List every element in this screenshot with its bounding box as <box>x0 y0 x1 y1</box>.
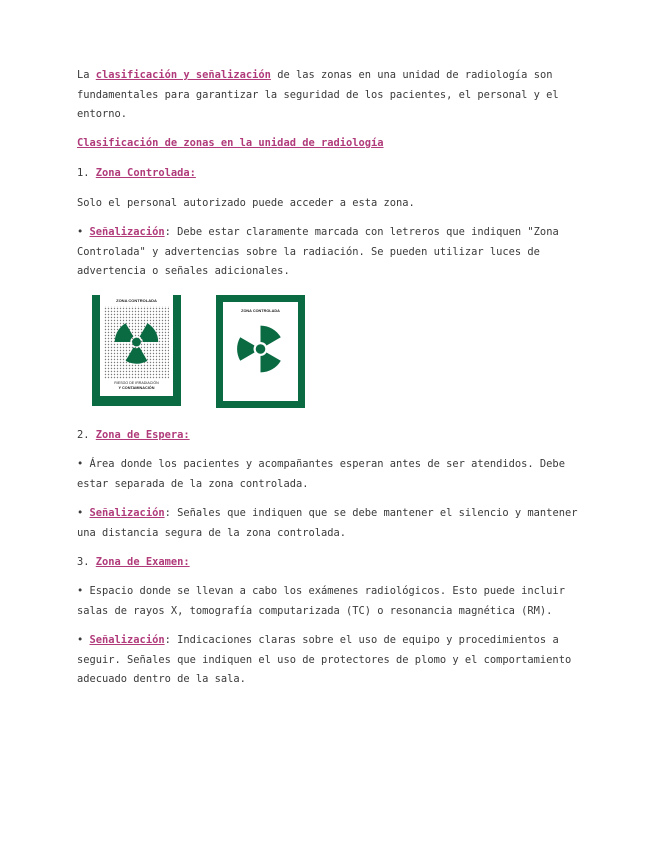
zona-controlada-sign-image-2 <box>216 295 305 408</box>
zone-1-signage-text: : Debe estar claramente marcada con letreros que indiquen "Zona Controlada" y advertencias sobre la radiación. Se pueden utilizar luces de advertencia o señales adicionales. <box>77 226 559 277</box>
zone-3-number: 3. <box>77 556 96 568</box>
zone-2-number: 2. <box>77 429 96 441</box>
zone-2-signage-label: Señalización <box>89 507 165 519</box>
intro-paragraph <box>77 66 587 125</box>
zone-2-description: • Área donde los pacientes y acompañantes esperan antes de ser atendidos. Debe estar separada de la zona controlada. <box>77 458 565 490</box>
sign-2-top-text: ZONA CONTROLADA <box>241 309 280 313</box>
sign-1-top-text: ZONA CONTROLADA <box>116 298 157 303</box>
zone-3-signage-label: Señalización <box>89 634 165 646</box>
zone-2-signage <box>77 504 587 543</box>
bullet: • <box>77 226 90 238</box>
zone-3-description: • Espacio donde se llevan a cabo los exámenes radiológicos. Esto puede incluir salas de rayos X, tomografía computarizada (TC) o resonancia magnética (RM). <box>77 585 565 617</box>
zone-1-heading <box>77 164 587 184</box>
sign-1-bottom-line-1: RIESGO DE IRRADIACIÓN <box>114 381 159 385</box>
zone-3-heading <box>77 553 587 573</box>
intro-post: de las zonas en una unidad de radiología son fundamentales para garantizar la seguridad de los pacientes, el personal y el entorno. <box>77 69 559 120</box>
zone-1-number: 1. <box>77 167 96 179</box>
intro-highlight-link[interactable]: clasificación y señalización <box>95 69 271 81</box>
zone-2-heading <box>77 426 587 446</box>
zone-3-signage <box>77 631 587 690</box>
section-title: Clasificación de zonas en la unidad de radiología <box>77 137 384 149</box>
zone-1-title: Zona Controlada: <box>95 167 196 179</box>
intro-pre: La <box>77 69 96 81</box>
zone-3-signage-text: : Indicaciones claras sobre el uso de equipo y procedimientos a seguir. Señales que indiquen el uso de protectores de plomo y el comportamiento adecuado dentro de la sala. <box>77 634 572 685</box>
bullet: • <box>77 507 90 519</box>
zone-1-signage <box>77 223 587 282</box>
bullet: • <box>77 634 90 646</box>
zone-1-signage-label: Señalización <box>89 226 165 238</box>
zone-2-title: Zona de Espera: <box>95 429 190 441</box>
zona-controlada-sign-image-1 <box>92 295 181 406</box>
zone-3-title: Zona de Examen: <box>95 556 190 568</box>
zone-2-signage-text: : Señales que indiquen que se debe mantener el silencio y mantener una distancia segura de la zona controlada. <box>77 507 578 539</box>
sign-1-bottom-line-2: Y CONTAMINACIÓN <box>118 386 155 390</box>
zone-1-description: Solo el personal autorizado puede acceder a esta zona. <box>77 197 415 209</box>
